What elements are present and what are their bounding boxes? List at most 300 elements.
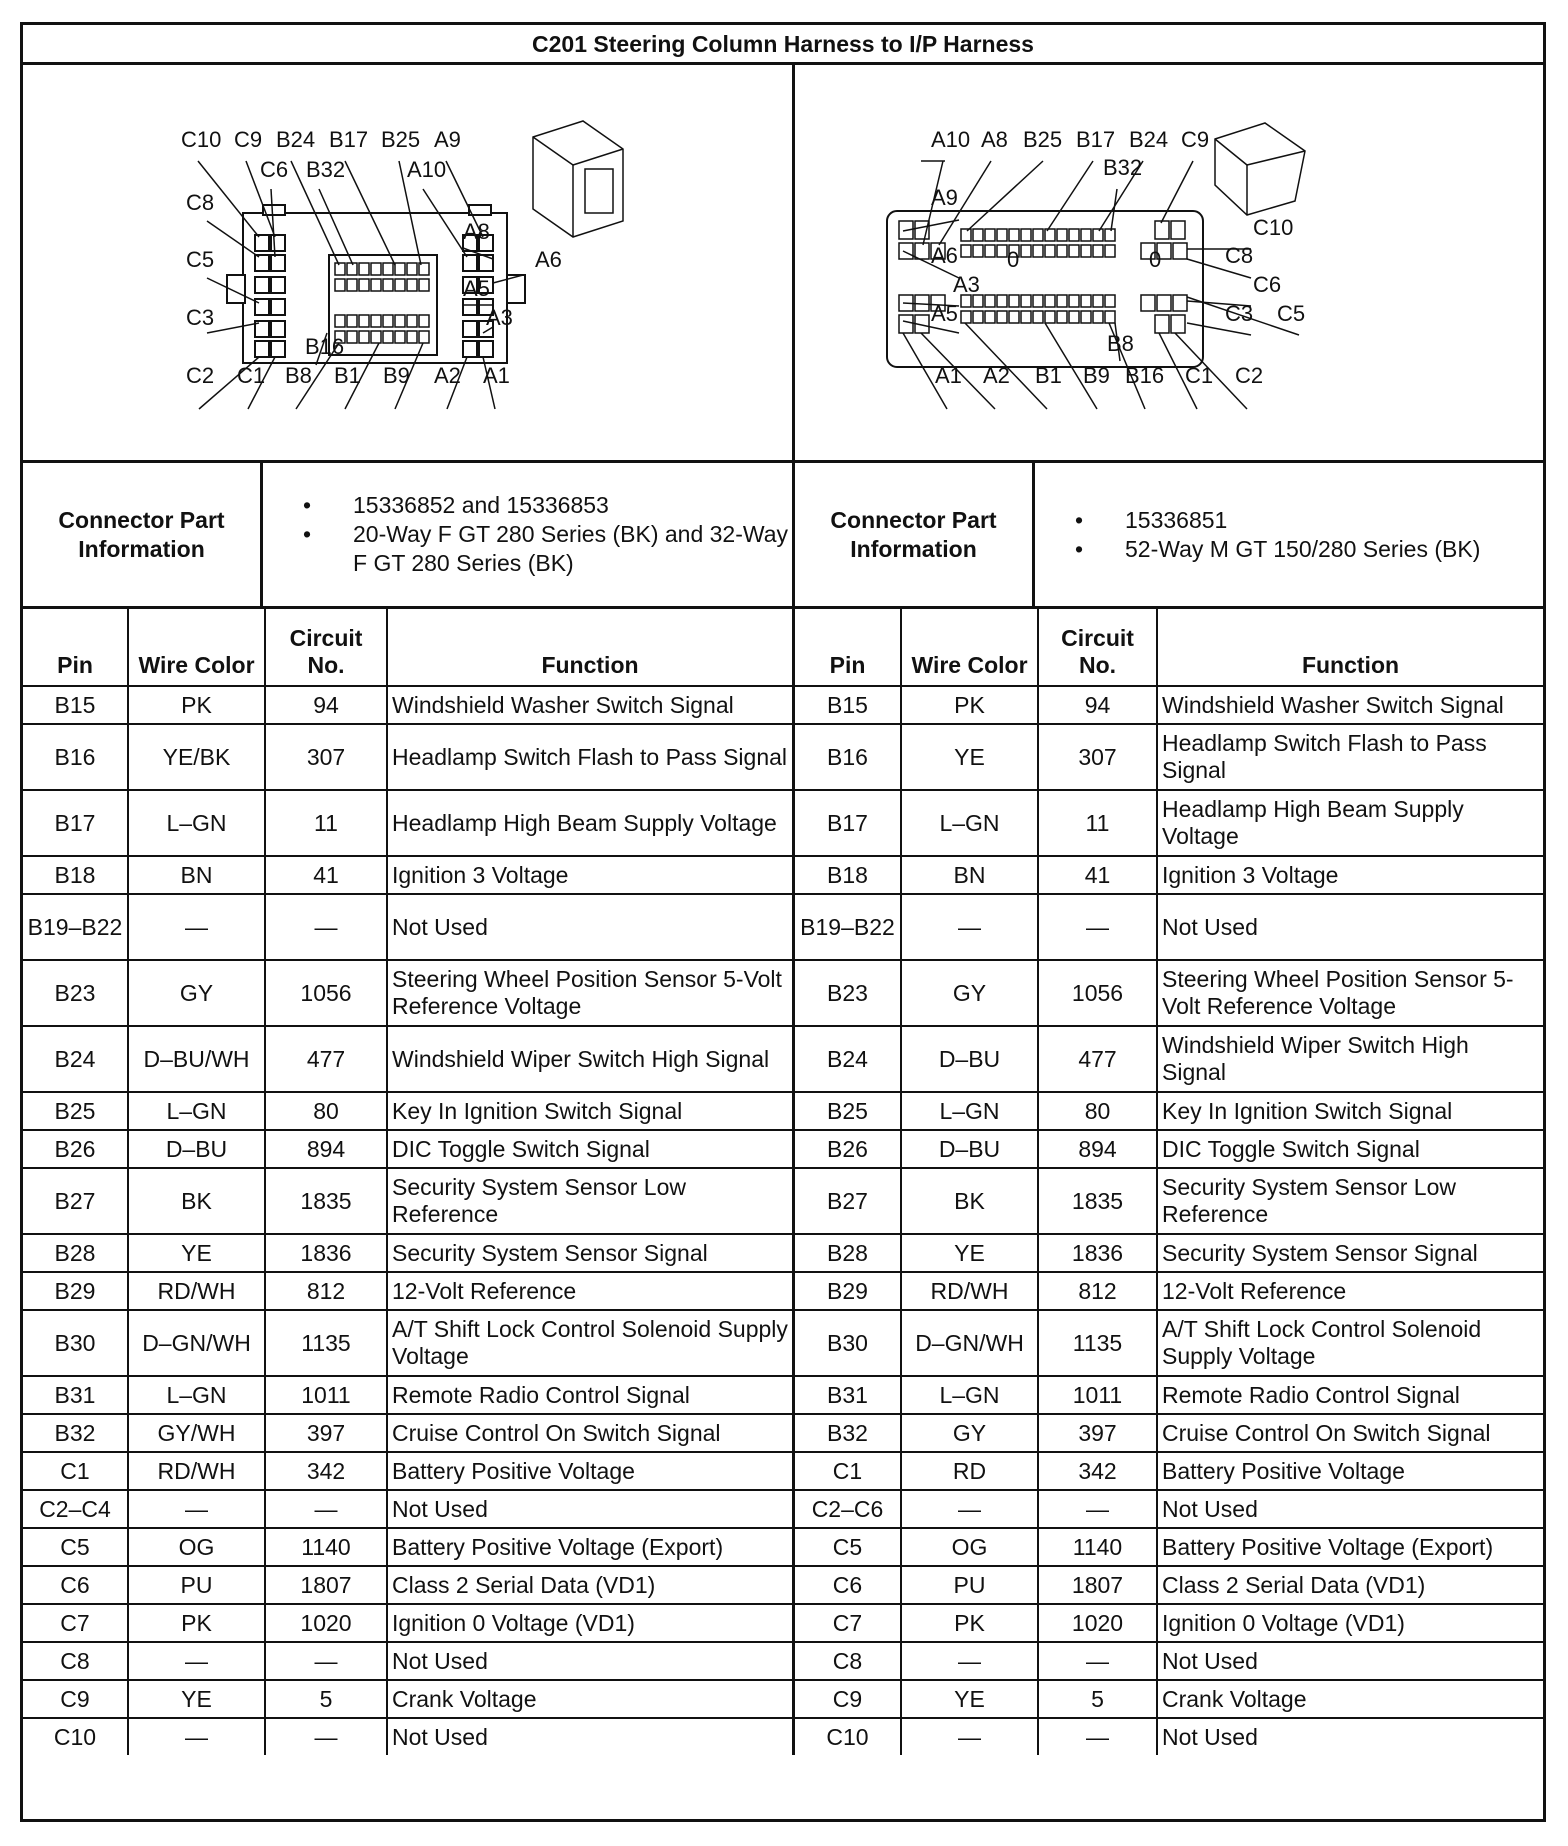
diagram-pin-label: B1 [1035, 363, 1062, 388]
table-row [795, 686, 1543, 724]
column-header-circuit: Circuit No. [1038, 609, 1157, 686]
diagram-pin-label: 0 [1149, 247, 1162, 272]
function-cell: Not Used [387, 1490, 794, 1528]
wire-color-cell: YE [901, 1234, 1038, 1272]
pinout-table-right [795, 609, 1543, 1755]
wire-color-cell: BK [901, 1168, 1038, 1234]
function-cell: Windshield Wiper Switch High Signal [387, 1026, 794, 1092]
pin-cell: C5 [23, 1528, 128, 1566]
table-row [795, 1130, 1543, 1168]
pin-cell: B31 [795, 1376, 901, 1414]
pin-cell: C6 [795, 1566, 901, 1604]
table-row [795, 856, 1543, 894]
diagram-pin-label: B8 [285, 363, 312, 388]
wire-color-cell: — [128, 1718, 265, 1755]
wire-color-cell: — [901, 894, 1038, 960]
wire-color-cell: RD/WH [128, 1452, 265, 1490]
table-row [795, 1026, 1543, 1092]
diagram-pin-label: C8 [1225, 243, 1254, 268]
pin-cell: C5 [795, 1528, 901, 1566]
wire-color-cell: PU [128, 1566, 265, 1604]
wire-color-cell: L–GN [128, 1376, 265, 1414]
diagram-pin-label: C2 [1235, 363, 1264, 388]
diagram-pin-label: A8 [463, 219, 490, 244]
diagram-pin-label: C1 [237, 363, 266, 388]
wire-color-cell: OG [901, 1528, 1038, 1566]
diagram-pin-label: B8 [1107, 331, 1134, 356]
function-cell: Class 2 Serial Data (VD1) [1157, 1566, 1543, 1604]
table-row [23, 1718, 794, 1755]
table-row [23, 1376, 794, 1414]
function-cell: Remote Radio Control Signal [387, 1376, 794, 1414]
circuit-cell: 307 [1038, 724, 1157, 790]
wire-color-cell: — [128, 1490, 265, 1528]
pin-cell: C10 [795, 1718, 901, 1755]
table-row [795, 960, 1543, 1026]
function-cell: Crank Voltage [1157, 1680, 1543, 1718]
function-cell: Not Used [387, 1718, 794, 1755]
circuit-cell: 11 [1038, 790, 1157, 856]
diagram-pin-label: C8 [186, 190, 215, 215]
pin-cell: B27 [795, 1168, 901, 1234]
wire-color-cell: D–GN/WH [128, 1310, 265, 1376]
circuit-cell: 342 [1038, 1452, 1157, 1490]
function-cell: A/T Shift Lock Control Solenoid Supply Voltage [387, 1310, 794, 1376]
pin-cell: B30 [23, 1310, 128, 1376]
table-row [795, 1452, 1543, 1490]
wire-color-cell: D–GN/WH [901, 1310, 1038, 1376]
diagram-pin-label: B9 [383, 363, 410, 388]
circuit-cell: — [1038, 894, 1157, 960]
pin-cell: C10 [23, 1718, 128, 1755]
pin-cell: B19–B22 [23, 894, 128, 960]
diagram-pin-label: A2 [434, 363, 461, 388]
pin-cell: B30 [795, 1310, 901, 1376]
connector-info-right [795, 463, 1543, 609]
circuit-cell: 894 [265, 1130, 387, 1168]
table-row [795, 1092, 1543, 1130]
column-header-function: Function [387, 609, 794, 686]
function-cell: Windshield Wiper Switch High Signal [1157, 1026, 1543, 1092]
diagram-pin-label: C6 [260, 157, 289, 182]
function-cell: Crank Voltage [387, 1680, 794, 1718]
table-row [23, 856, 794, 894]
table-row [795, 1680, 1543, 1718]
table-row [795, 1528, 1543, 1566]
pinout-table-left [23, 609, 795, 1755]
diagram-pin-label: A1 [935, 363, 962, 388]
circuit-cell: — [1038, 1490, 1157, 1528]
wire-color-cell: — [128, 1642, 265, 1680]
wire-color-cell: D–BU [901, 1026, 1038, 1092]
function-cell: Headlamp Switch Flash to Pass Signal [387, 724, 794, 790]
diagram-pin-label: B16 [1125, 363, 1165, 388]
circuit-cell: 1011 [265, 1376, 387, 1414]
wire-color-cell: YE [901, 724, 1038, 790]
pin-cell: B29 [795, 1272, 901, 1310]
table-row [795, 894, 1543, 960]
pin-cell: B15 [795, 686, 901, 724]
diagram-pin-label: C5 [186, 247, 215, 272]
diagram-pin-label: A5 [931, 301, 958, 326]
circuit-cell: 1056 [1038, 960, 1157, 1026]
circuit-cell: — [265, 1642, 387, 1680]
table-row [795, 724, 1543, 790]
table-row [795, 1718, 1543, 1755]
function-cell: A/T Shift Lock Control Solenoid Supply Voltage [1157, 1310, 1543, 1376]
diagram-pin-label: B32 [306, 157, 346, 182]
wire-color-cell: — [901, 1642, 1038, 1680]
circuit-cell: 1020 [1038, 1604, 1157, 1642]
circuit-cell: 5 [265, 1680, 387, 1718]
table-row [23, 1528, 794, 1566]
circuit-cell: — [265, 1718, 387, 1755]
diagram-pin-label: A10 [931, 127, 971, 152]
function-cell: Battery Positive Voltage (Export) [387, 1528, 794, 1566]
circuit-cell: 812 [1038, 1272, 1157, 1310]
pinout-rows-right [795, 686, 1543, 1755]
diagram-pin-label: C9 [234, 127, 263, 152]
wire-color-cell: L–GN [128, 790, 265, 856]
connector-info-item: • 15336851 [1075, 506, 1543, 535]
pin-cell: C8 [795, 1642, 901, 1680]
circuit-cell: 5 [1038, 1680, 1157, 1718]
function-cell: Ignition 3 Voltage [387, 856, 794, 894]
table-row [23, 1130, 794, 1168]
table-row [795, 1604, 1543, 1642]
diagram-pin-label: B24 [1129, 127, 1169, 152]
circuit-cell: 41 [265, 856, 387, 894]
pin-cell: C7 [795, 1604, 901, 1642]
function-cell: 12-Volt Reference [1157, 1272, 1543, 1310]
diagram-pin-label: C3 [186, 305, 215, 330]
circuit-cell: 1020 [265, 1604, 387, 1642]
function-cell: Cruise Control On Switch Signal [1157, 1414, 1543, 1452]
circuit-cell: 1835 [265, 1168, 387, 1234]
function-cell: Key In Ignition Switch Signal [1157, 1092, 1543, 1130]
function-cell: Ignition 0 Voltage (VD1) [387, 1604, 794, 1642]
table-row [23, 1168, 794, 1234]
pin-cell: C1 [795, 1452, 901, 1490]
wire-color-cell: D–BU [128, 1130, 265, 1168]
table-row [23, 894, 794, 960]
pin-cell: B32 [795, 1414, 901, 1452]
table-row [795, 1168, 1543, 1234]
circuit-cell: 1135 [1038, 1310, 1157, 1376]
pin-cell: B23 [23, 960, 128, 1026]
pin-cell: C2–C4 [23, 1490, 128, 1528]
function-cell: Not Used [1157, 1642, 1543, 1680]
wire-color-cell: D–BU/WH [128, 1026, 265, 1092]
table-row [23, 1642, 794, 1680]
function-cell: Not Used [387, 894, 794, 960]
function-cell: 12-Volt Reference [387, 1272, 794, 1310]
connector-diagram-left [23, 65, 795, 463]
table-row [23, 1566, 794, 1604]
circuit-cell: 94 [1038, 686, 1157, 724]
diagram-pin-label: B24 [276, 127, 316, 152]
wire-color-cell: YE/BK [128, 724, 265, 790]
circuit-cell: 397 [1038, 1414, 1157, 1452]
pinout-rows-left [23, 686, 794, 1755]
table-row [795, 1642, 1543, 1680]
pin-cell: B16 [23, 724, 128, 790]
diagram-pin-label: B17 [1076, 127, 1116, 152]
pin-cell: B32 [23, 1414, 128, 1452]
wire-color-cell: — [901, 1718, 1038, 1755]
diagram-pin-label: C9 [1181, 127, 1210, 152]
function-cell: Headlamp High Beam Supply Voltage [1157, 790, 1543, 856]
column-header-function: Function [1157, 609, 1543, 686]
function-cell: Not Used [1157, 1490, 1543, 1528]
wire-color-cell: L–GN [901, 1376, 1038, 1414]
diagram-pin-label: A8 [981, 127, 1008, 152]
table-row [23, 1234, 794, 1272]
circuit-cell: — [1038, 1718, 1157, 1755]
wire-color-cell: — [901, 1490, 1038, 1528]
column-header-pin: Pin [795, 609, 901, 686]
wire-color-cell: PK [901, 1604, 1038, 1642]
circuit-cell: 1140 [265, 1528, 387, 1566]
pin-cell: C9 [795, 1680, 901, 1718]
table-row [795, 790, 1543, 856]
pin-cell: B26 [795, 1130, 901, 1168]
function-cell: Ignition 3 Voltage [1157, 856, 1543, 894]
pin-cell: C9 [23, 1680, 128, 1718]
function-cell: Battery Positive Voltage (Export) [1157, 1528, 1543, 1566]
function-cell: Not Used [387, 1642, 794, 1680]
pin-cell: B24 [23, 1026, 128, 1092]
circuit-cell: — [265, 1490, 387, 1528]
circuit-cell: 1807 [1038, 1566, 1157, 1604]
wire-color-cell: PK [128, 1604, 265, 1642]
pin-labels-left [23, 65, 792, 460]
diagram-pin-label: A2 [983, 363, 1010, 388]
diagram-pin-label: A3 [486, 305, 513, 330]
function-cell: Battery Positive Voltage [1157, 1452, 1543, 1490]
wire-color-cell: BN [901, 856, 1038, 894]
function-cell: Security System Sensor Low Reference [387, 1168, 794, 1234]
pin-cell: B28 [795, 1234, 901, 1272]
wire-color-cell: PU [901, 1566, 1038, 1604]
diagram-pin-label: A6 [931, 243, 958, 268]
table-row [795, 1272, 1543, 1310]
pin-cell: B29 [23, 1272, 128, 1310]
wire-color-cell: L–GN [128, 1092, 265, 1130]
diagram-pin-label: C3 [1225, 301, 1254, 326]
wire-color-cell: GY [901, 1414, 1038, 1452]
table-row [23, 790, 794, 856]
pin-labels-right [795, 65, 1540, 460]
function-cell: DIC Toggle Switch Signal [1157, 1130, 1543, 1168]
connector-info-list [1035, 463, 1543, 606]
pin-cell: C2–C6 [795, 1490, 901, 1528]
table-row [23, 686, 794, 724]
diagram-pin-label: B16 [305, 334, 345, 359]
function-cell: Battery Positive Voltage [387, 1452, 794, 1490]
column-header-pin: Pin [23, 609, 128, 686]
wire-color-cell: RD/WH [128, 1272, 265, 1310]
circuit-cell: 397 [265, 1414, 387, 1452]
table-row [795, 1310, 1543, 1376]
wire-color-cell: GY [128, 960, 265, 1026]
function-cell: Security System Sensor Low Reference [1157, 1168, 1543, 1234]
wire-color-cell: RD [901, 1452, 1038, 1490]
circuit-cell: 80 [265, 1092, 387, 1130]
table-row [23, 724, 794, 790]
function-cell: Remote Radio Control Signal [1157, 1376, 1543, 1414]
pin-cell: C1 [23, 1452, 128, 1490]
diagram-pin-label: B17 [329, 127, 369, 152]
diagram-pin-label: C10 [181, 127, 222, 152]
function-cell: Steering Wheel Position Sensor 5-Volt Reference Voltage [1157, 960, 1543, 1026]
connector-info-item: • 15336852 and 15336853 [303, 491, 792, 520]
table-row [23, 1604, 794, 1642]
circuit-cell: 1056 [265, 960, 387, 1026]
circuit-cell: 894 [1038, 1130, 1157, 1168]
diagram-pin-label: B9 [1083, 363, 1110, 388]
pin-cell: B24 [795, 1026, 901, 1092]
diagram-pin-label: A6 [535, 247, 562, 272]
column-header-wire-color: Wire Color [128, 609, 265, 686]
circuit-cell: 94 [265, 686, 387, 724]
diagram-pin-label: C10 [1253, 215, 1294, 240]
function-cell: Windshield Washer Switch Signal [1157, 686, 1543, 724]
circuit-cell: 342 [265, 1452, 387, 1490]
wire-color-cell: YE [128, 1234, 265, 1272]
diagram-pin-label: C5 [1277, 301, 1306, 326]
connector-diagram-right [795, 65, 1543, 463]
connector-info-item: • 20-Way F GT 280 Series (BK) and 32-Way F GT 280 Series (BK) [303, 520, 792, 578]
table-row [23, 1310, 794, 1376]
pin-cell: C7 [23, 1604, 128, 1642]
circuit-cell: 1836 [1038, 1234, 1157, 1272]
connector-info-label: Connector Part Information [795, 463, 1035, 606]
pin-cell: B16 [795, 724, 901, 790]
table-row [23, 1026, 794, 1092]
circuit-cell: 1140 [1038, 1528, 1157, 1566]
page-title: C201 Steering Column Harness to I/P Harness [23, 25, 1543, 65]
function-cell: Not Used [1157, 894, 1543, 960]
function-cell: DIC Toggle Switch Signal [387, 1130, 794, 1168]
connector-info-list [263, 463, 792, 606]
connector-sheet [20, 22, 1546, 1822]
diagram-pin-label: B25 [381, 127, 421, 152]
circuit-cell: — [1038, 1642, 1157, 1680]
column-header-wire-color: Wire Color [901, 609, 1038, 686]
circuit-cell: 1011 [1038, 1376, 1157, 1414]
wire-color-cell: GY/WH [128, 1414, 265, 1452]
table-row [795, 1414, 1543, 1452]
pin-cell: B15 [23, 686, 128, 724]
pin-cell: B18 [795, 856, 901, 894]
circuit-cell: 1807 [265, 1566, 387, 1604]
table-row [795, 1376, 1543, 1414]
pin-cell: B19–B22 [795, 894, 901, 960]
circuit-cell: 812 [265, 1272, 387, 1310]
pin-cell: B17 [795, 790, 901, 856]
circuit-cell: 1836 [265, 1234, 387, 1272]
circuit-cell: 80 [1038, 1092, 1157, 1130]
pin-cell: B31 [23, 1376, 128, 1414]
table-row [795, 1234, 1543, 1272]
function-cell: Class 2 Serial Data (VD1) [387, 1566, 794, 1604]
wire-color-cell: RD/WH [901, 1272, 1038, 1310]
diagram-pin-label: C6 [1253, 272, 1282, 297]
table-row [23, 1680, 794, 1718]
table-row [23, 1092, 794, 1130]
wire-color-cell: BK [128, 1168, 265, 1234]
function-cell: Key In Ignition Switch Signal [387, 1092, 794, 1130]
circuit-cell: 1835 [1038, 1168, 1157, 1234]
diagram-pin-label: B1 [334, 363, 361, 388]
diagram-pin-label: B32 [1103, 155, 1143, 180]
wire-color-cell: BN [128, 856, 265, 894]
function-cell: Security System Sensor Signal [387, 1234, 794, 1272]
function-cell: Not Used [1157, 1718, 1543, 1755]
function-cell: Security System Sensor Signal [1157, 1234, 1543, 1272]
pin-cell: B28 [23, 1234, 128, 1272]
pin-cell: B26 [23, 1130, 128, 1168]
wire-color-cell: D–BU [901, 1130, 1038, 1168]
diagram-pin-label: 0 [1007, 247, 1020, 272]
connector-info-label: Connector Part Information [23, 463, 263, 606]
wire-color-cell: GY [901, 960, 1038, 1026]
circuit-cell: 41 [1038, 856, 1157, 894]
diagram-pin-label: A3 [953, 272, 980, 297]
pin-cell: B18 [23, 856, 128, 894]
function-cell: Windshield Washer Switch Signal [387, 686, 794, 724]
pin-cell: B25 [23, 1092, 128, 1130]
table-row [23, 1490, 794, 1528]
table-row [23, 1452, 794, 1490]
diagram-pin-label: A10 [407, 157, 447, 182]
function-cell: Headlamp Switch Flash to Pass Signal [1157, 724, 1543, 790]
table-row [795, 1490, 1543, 1528]
diagram-pin-label: C2 [186, 363, 215, 388]
table-row [795, 1566, 1543, 1604]
wire-color-cell: L–GN [901, 1092, 1038, 1130]
connector-info-left [23, 463, 795, 609]
circuit-cell: 477 [1038, 1026, 1157, 1092]
connector-info-item: • 52-Way M GT 150/280 Series (BK) [1075, 535, 1543, 564]
pin-cell: C6 [23, 1566, 128, 1604]
table-row [23, 960, 794, 1026]
pin-cell: B27 [23, 1168, 128, 1234]
pin-cell: C8 [23, 1642, 128, 1680]
function-cell: Ignition 0 Voltage (VD1) [1157, 1604, 1543, 1642]
pin-cell: B25 [795, 1092, 901, 1130]
diagram-pin-label: A5 [463, 276, 490, 301]
table-row [23, 1272, 794, 1310]
diagram-pin-label: C1 [1185, 363, 1214, 388]
function-cell: Headlamp High Beam Supply Voltage [387, 790, 794, 856]
wire-color-cell: PK [901, 686, 1038, 724]
wire-color-cell: YE [128, 1680, 265, 1718]
pin-cell: B23 [795, 960, 901, 1026]
diagram-pin-label: B25 [1023, 127, 1063, 152]
wire-color-cell: L–GN [901, 790, 1038, 856]
function-cell: Cruise Control On Switch Signal [387, 1414, 794, 1452]
circuit-cell: — [265, 894, 387, 960]
wire-color-cell: OG [128, 1528, 265, 1566]
diagram-pin-label: A9 [931, 185, 958, 210]
circuit-cell: 477 [265, 1026, 387, 1092]
wire-color-cell: YE [901, 1680, 1038, 1718]
table-row [23, 1414, 794, 1452]
column-header-circuit: Circuit No. [265, 609, 387, 686]
function-cell: Steering Wheel Position Sensor 5-Volt Reference Voltage [387, 960, 794, 1026]
